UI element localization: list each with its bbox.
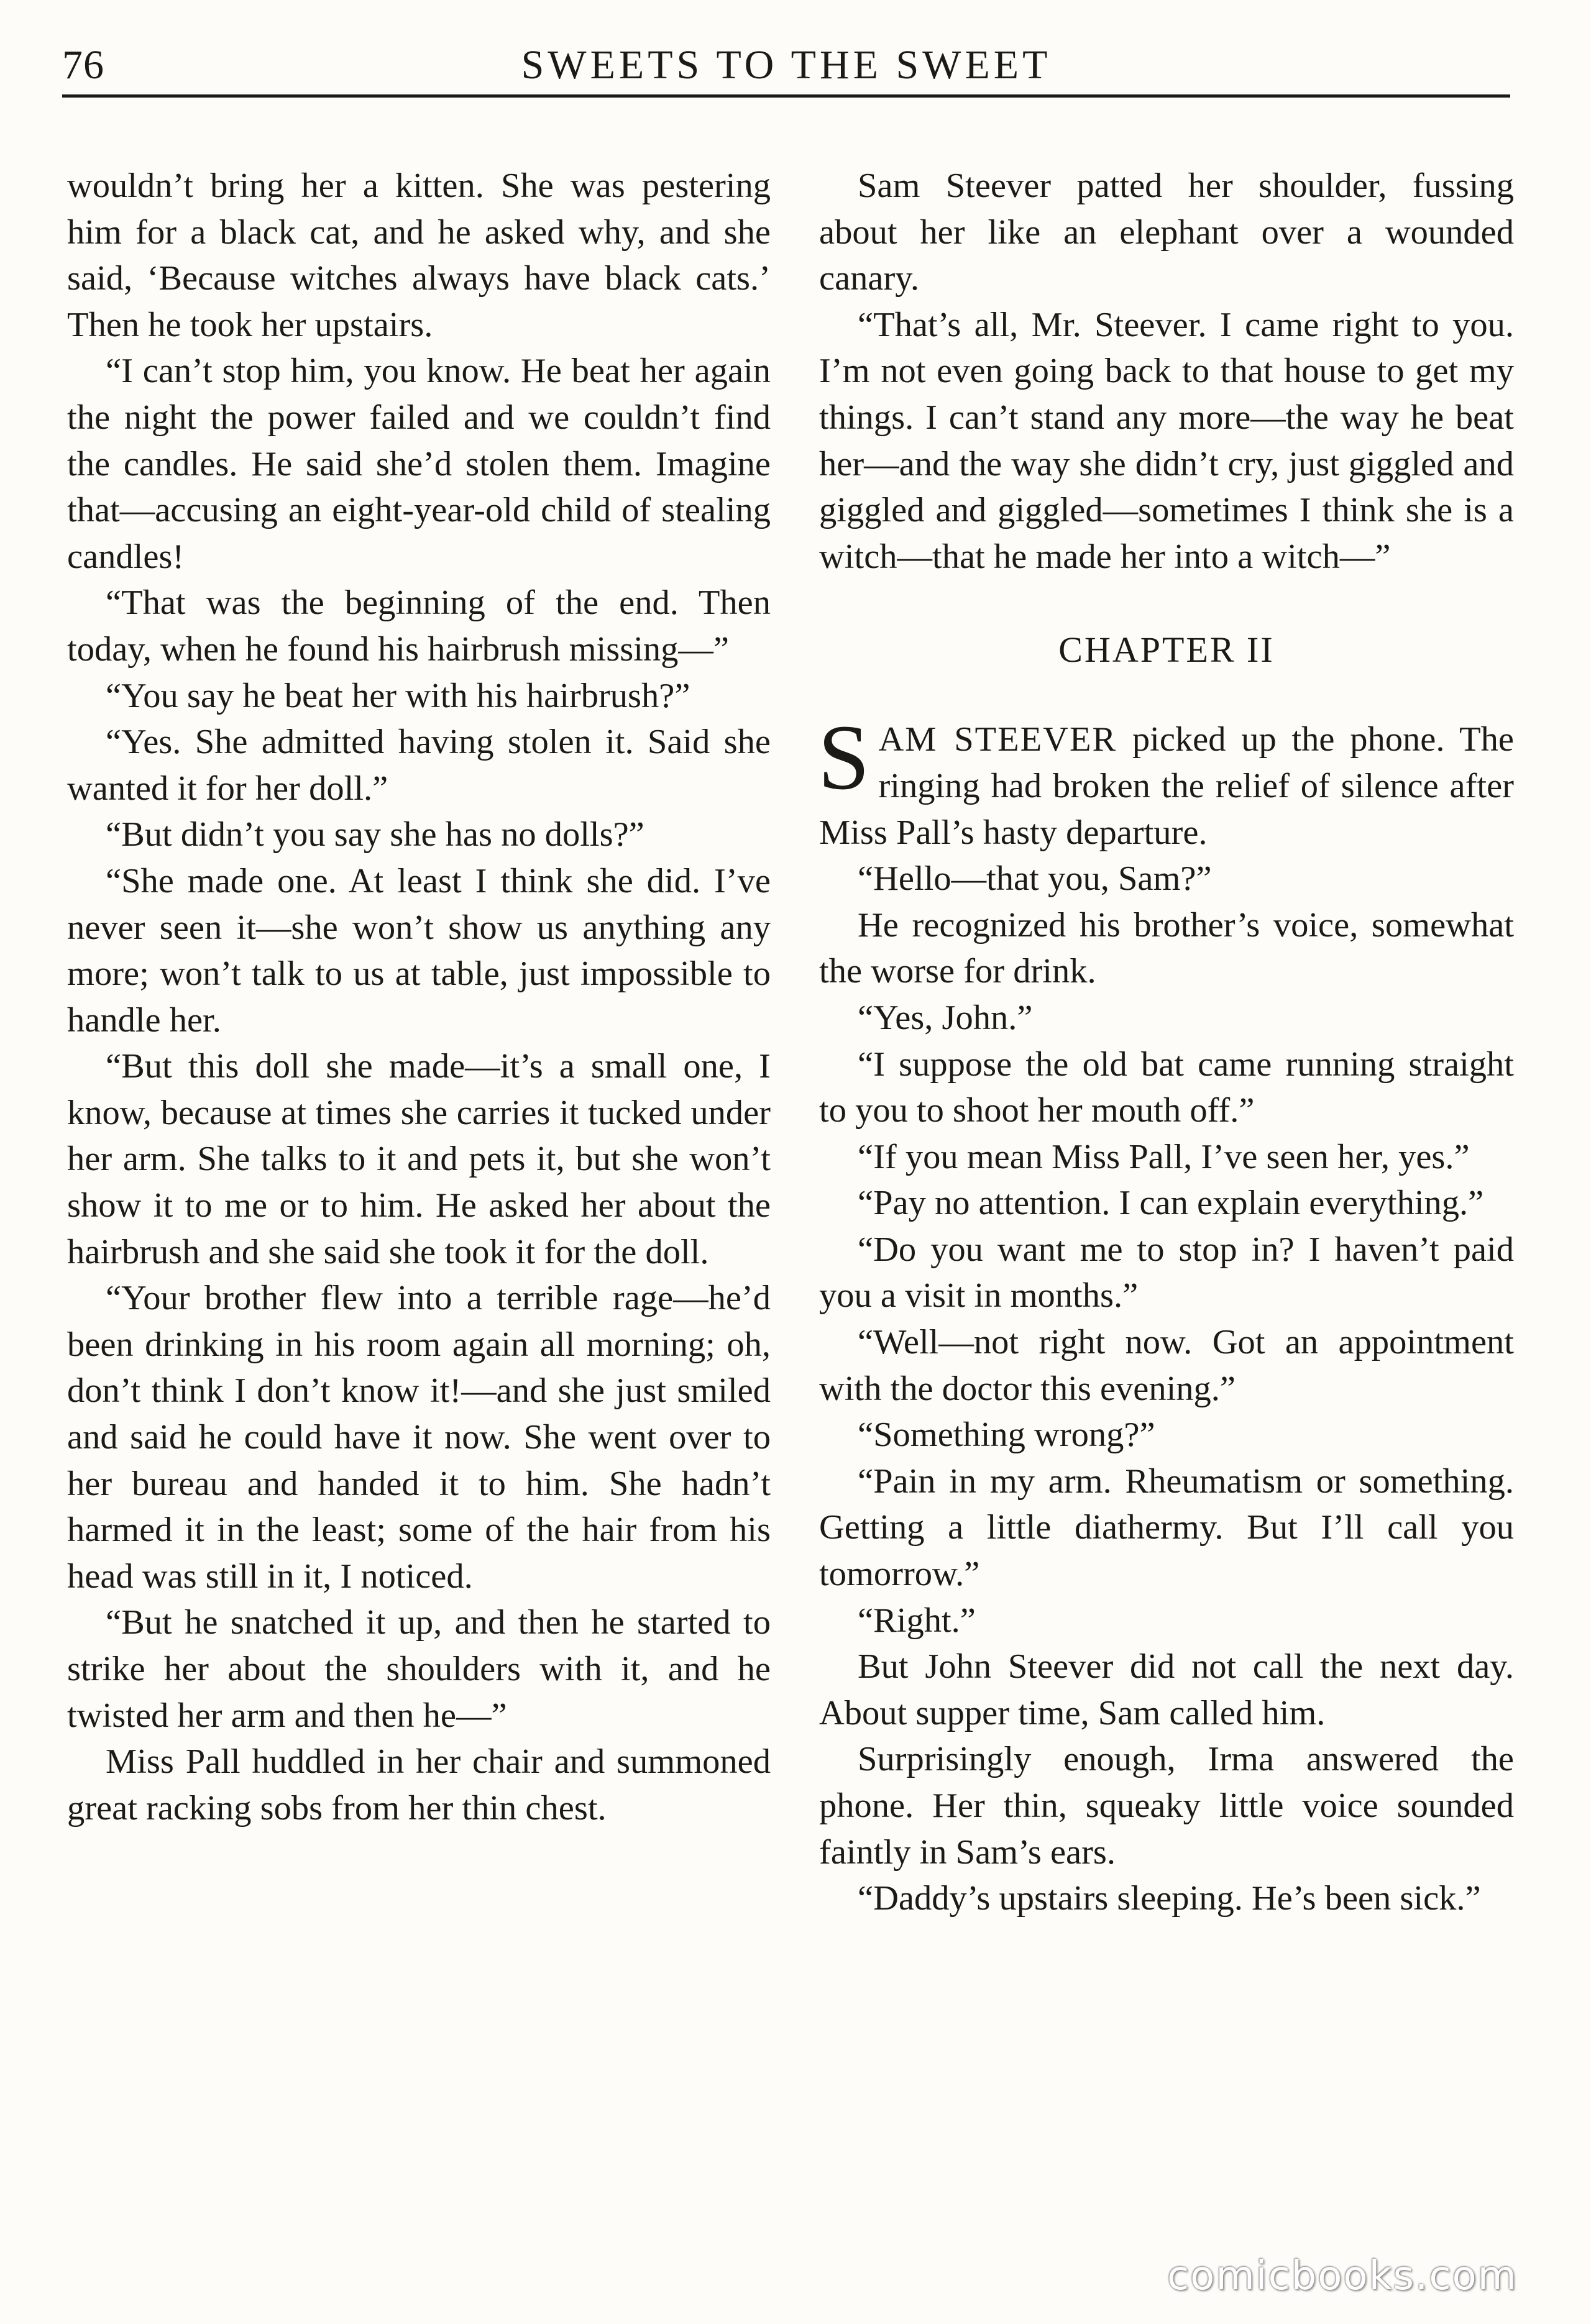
paragraph: “Yes, John.”: [858, 998, 1033, 1037]
paragraph: He recognized his brother’s voice, somewhat the worse for drink.: [819, 905, 1514, 991]
paragraph: “Well—not right now. Got an appointment with the doctor this evening.”: [819, 1323, 1514, 1408]
paragraph: “That was the beginning of the end. Then today, when he found his hairbrush missing—”: [67, 583, 771, 669]
paragraph: “But this doll she made—it’s a small one, I know, because at times she carries it tucked under her arm. She talks to it and pets it, but she won’t show it to me or to him. He asked her about the hairbrush and she said she took it for the doll.: [67, 1047, 771, 1271]
paragraph: “Yes. She admitted having stolen it. Said she wanted it for her doll.”: [67, 723, 771, 808]
paragraph: Miss Pall huddled in her chair and summoned great racking sobs from her thin chest.: [67, 1742, 771, 1828]
page-number: 76: [62, 42, 104, 88]
left-column: [67, 163, 771, 1831]
paragraph: “That’s all, Mr. Steever. I came right to you. I’m not even going back to that house to get my things. I can’t stand any more—the way he beat her—and the way she didn’t cry, just giggled and giggled and giggled—sometimes I think she is a witch—that he made her into a witch—”: [819, 305, 1514, 576]
paragraph: “Pay no attention. I can explain everything.”: [858, 1184, 1484, 1223]
paragraph: “Hello—that you, Sam?”: [858, 859, 1212, 899]
paragraph: But John Steever did not call the next day. About supper time, Sam called him.: [819, 1647, 1514, 1732]
paragraph: “Right.”: [858, 1601, 976, 1640]
paragraph: “She made one. At least I think she did. I’ve never seen it—she won’t show us anything any more; won’t talk to us at table, just impossible to handle her.: [67, 861, 771, 1040]
paragraph: “But didn’t you say she has no dolls?”: [106, 815, 644, 854]
lead-in-smallcaps: AM STEEVER: [878, 720, 1117, 759]
paragraph: wouldn’t bring her a kitten. She was pestering him for a black cat, and he asked why, and she said, ‘Because witches always have black cats.’ Then he took her upstairs.: [67, 167, 771, 344]
paragraph: “I suppose the old bat came running straight to you to shoot her mouth off.”: [819, 1045, 1514, 1130]
watermark: comicbooks.com: [1167, 2253, 1518, 2299]
chapter-opening-paragraph: [818, 706, 1514, 856]
chapter-heading: CHAPTER II: [1058, 629, 1275, 670]
paragraph: “Your brother flew into a terrible rage—he’d been drinking in his room again all morning; oh, don’t think I don’t know it!—and she just smiled and said he could have it now. She went over to her bureau and handed it to him. She hadn’t harmed it in the least; some of the hair from his head was still in it, I noticed.: [67, 1279, 771, 1596]
paragraph: “I can’t stop him, you know. He beat her again the night the power failed and we couldn’t find the candles. He said she’d stolen them. Imagine that—accusing an eight-year-old child of stealing candles!: [67, 352, 771, 576]
paragraph: “Daddy’s upstairs sleeping. He’s been sick.”: [858, 1879, 1481, 1918]
paragraph: Surprisingly enough, Irma answered the phone. Her thin, squeaky little voice sounded faintly in Sam’s ears.: [819, 1740, 1514, 1872]
paragraph: Sam Steever patted her shoulder, fussing about her like an elephant over a wounded canary.: [819, 167, 1514, 298]
paragraph: “But he snatched it up, and then he started to strike her about the shoulders with it, and he twisted her arm and then he—”: [67, 1603, 771, 1735]
paragraph: “If you mean Miss Pall, I’ve seen her, yes.”: [858, 1137, 1470, 1176]
header-rule: [62, 94, 1510, 98]
paragraph: “Do you want me to stop in? I haven’t paid you a visit in months.”: [819, 1230, 1514, 1315]
running-head: SWEETS TO THE SWEET: [521, 42, 1052, 88]
paragraph: “Pain in my arm. Rheumatism or something. Getting a little diathermy. But I’ll call you tomorrow.”: [819, 1462, 1514, 1594]
paragraph: “You say he beat her with his hairbrush?”: [106, 676, 690, 715]
lead-in-text: picked up the phone. The ringing had broken the relief of silence after Miss Pall’s hasty departure.: [819, 720, 1514, 852]
page-header: [62, 34, 1510, 96]
drop-cap: S: [818, 706, 870, 810]
right-column: [819, 163, 1514, 1922]
paragraph: “Something wrong?”: [858, 1416, 1155, 1455]
